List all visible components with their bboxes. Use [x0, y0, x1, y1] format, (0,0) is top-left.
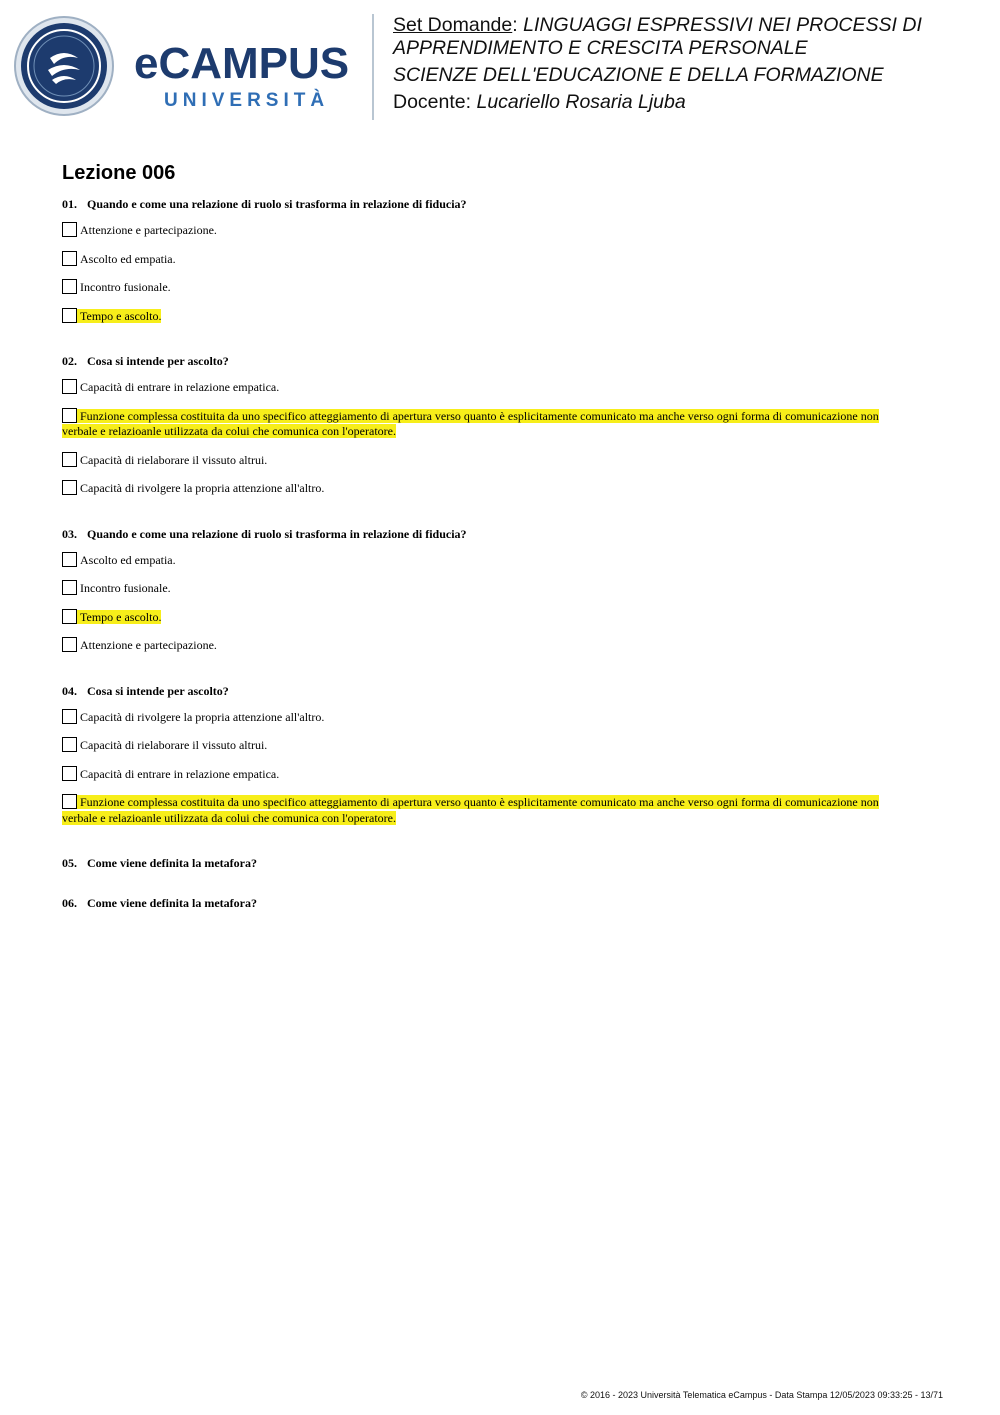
ecampus-logo	[14, 14, 359, 118]
answer-option[interactable]	[62, 308, 914, 325]
set-title: LINGUAGGI ESPRESSIVI NEI PROCESSI DI APPRENDIMENTO E CRESCITA PERSONALE	[393, 14, 922, 59]
checkbox[interactable]	[62, 737, 77, 752]
answer-option[interactable]	[62, 480, 914, 497]
teacher-label: Docente:	[393, 91, 472, 113]
answer-text: Capacità di rivolgere la propria attenzione all'altro.	[80, 709, 325, 724]
checkbox[interactable]	[62, 552, 77, 567]
question-label: Quando e come una relazione di ruolo si trasforma in relazione di fiducia?	[87, 197, 467, 211]
question-item	[62, 684, 914, 827]
answer-content	[62, 710, 324, 724]
answer-content	[62, 767, 279, 781]
answer-option[interactable]	[62, 279, 914, 296]
question-item	[62, 856, 914, 871]
highlighted-answer	[62, 409, 879, 439]
question-text	[62, 856, 914, 871]
highlighted-answer	[62, 795, 879, 825]
question-text	[62, 684, 914, 699]
answer-option[interactable]	[62, 552, 914, 569]
question-number: 04.	[62, 683, 77, 698]
answer-option[interactable]	[62, 737, 914, 754]
question-text	[62, 354, 914, 369]
answer-text: Ascolto ed empatia.	[80, 251, 176, 266]
question-number: 06.	[62, 896, 77, 910]
answer-content	[62, 380, 279, 394]
answer-option[interactable]	[62, 580, 914, 597]
question-text	[62, 896, 914, 911]
header-info	[393, 14, 983, 118]
svg-text:UNIVERSITÀ: UNIVERSITÀ	[164, 90, 330, 111]
svg-text:eCAMPUS: eCAMPUS	[134, 39, 350, 88]
question-label: Cosa si intende per ascolto?	[87, 683, 229, 698]
answer-option[interactable]	[62, 766, 914, 783]
question-item	[62, 354, 914, 497]
answer-content	[62, 738, 267, 752]
answer-content	[62, 252, 176, 266]
answer-option[interactable]	[62, 794, 914, 826]
answer-text: Capacità di entrare in relazione empatica.	[80, 766, 280, 781]
question-label: Come viene definita la metafora?	[87, 896, 257, 910]
answer-text: Incontro fusionale.	[80, 280, 171, 294]
question-number: 05.	[62, 856, 77, 870]
answer-text: Funzione complessa costituita da uno specifico atteggiamento di apertura verso quanto è esplicitamente comunicato ma anche verso ogni forma di comunicazione non verbale e relazioanle utilizzata da colui che comunica con l'operatore.	[62, 795, 879, 825]
answer-text: Ascolto ed empatia.	[80, 552, 176, 567]
answer-text: Capacità di rielaborare il vissuto altrui.	[80, 738, 268, 752]
highlighted-answer	[62, 610, 161, 624]
page-footer: © 2016 - 2023 Università Telematica eCampus - Data Stampa 12/05/2023 09:33:25 - 13/71	[580, 1390, 943, 1400]
answer-text: Incontro fusionale.	[80, 581, 171, 595]
checkbox[interactable]	[62, 251, 77, 266]
page-header	[0, 0, 1000, 130]
checkbox[interactable]	[62, 766, 77, 781]
set-label: Set Domande	[393, 14, 513, 36]
answer-option[interactable]	[62, 452, 914, 469]
question-number: 01.	[62, 197, 77, 211]
teacher-name: Lucariello Rosaria Ljuba	[476, 91, 686, 113]
checkbox[interactable]	[62, 637, 77, 652]
question-label: Cosa si intende per ascolto?	[87, 354, 229, 368]
course-name: SCIENZE DELL'EDUCAZIONE E DELLA FORMAZIONE	[393, 64, 884, 86]
answer-text: Capacità di entrare in relazione empatica.	[80, 380, 280, 394]
answer-text: Tempo e ascolto.	[80, 609, 162, 624]
question-list	[62, 197, 914, 936]
answer-text: Funzione complessa costituita da uno specifico atteggiamento di apertura verso quanto è esplicitamente comunicato ma anche verso ogni forma di comunicazione non verbale e relazioanle utilizzata da colui che comunica con l'operatore.	[62, 408, 879, 438]
checkbox[interactable]	[62, 580, 77, 595]
question-text	[62, 527, 914, 542]
answer-text: Attenzione e partecipazione.	[80, 223, 217, 237]
question-label: Quando e come una relazione di ruolo si trasforma in relazione di fiducia?	[87, 526, 467, 541]
answer-text: Tempo e ascolto.	[80, 308, 162, 323]
answer-content	[62, 280, 171, 294]
checkbox[interactable]	[62, 794, 77, 809]
answer-content	[62, 453, 267, 467]
set-domande-line: Set Domande: LINGUAGGI ESPRESSIVI NEI PROCESSI DI APPRENDIMENTO E CRESCITA PERSONALE	[393, 14, 922, 59]
checkbox[interactable]	[62, 379, 77, 394]
question-item	[62, 527, 914, 654]
course-line	[393, 64, 983, 87]
answer-option[interactable]	[62, 379, 914, 396]
question-number: 03.	[62, 526, 77, 541]
question-number: 02.	[62, 354, 77, 368]
question-text	[62, 197, 914, 212]
question-item	[62, 197, 914, 324]
question-item	[62, 896, 914, 911]
header-divider	[372, 14, 374, 120]
answer-option[interactable]	[62, 637, 914, 654]
checkbox[interactable]	[62, 452, 77, 467]
answer-option[interactable]	[62, 222, 914, 239]
answer-content	[62, 553, 176, 567]
checkbox[interactable]	[62, 222, 77, 237]
checkbox[interactable]	[62, 480, 77, 495]
answer-content	[62, 223, 217, 237]
answer-text: Capacità di rielaborare il vissuto altrui.	[80, 452, 268, 467]
checkbox[interactable]	[62, 279, 77, 294]
lesson-title: Lezione 006	[62, 162, 176, 184]
checkbox[interactable]	[62, 609, 77, 624]
answer-content	[62, 581, 171, 595]
teacher-line	[393, 91, 983, 114]
answer-option[interactable]	[62, 408, 914, 440]
question-label: Come viene definita la metafora?	[87, 856, 257, 870]
checkbox[interactable]	[62, 709, 77, 724]
answer-option[interactable]	[62, 609, 914, 626]
answer-text: Capacità di rivolgere la propria attenzione all'altro.	[80, 481, 325, 495]
highlighted-answer	[62, 309, 161, 323]
answer-option[interactable]	[62, 709, 914, 726]
answer-content	[62, 638, 217, 652]
answer-text: Attenzione e partecipazione.	[80, 638, 217, 652]
checkbox[interactable]	[62, 308, 77, 323]
answer-option[interactable]	[62, 251, 914, 268]
checkbox[interactable]	[62, 408, 77, 423]
answer-content	[62, 481, 324, 495]
